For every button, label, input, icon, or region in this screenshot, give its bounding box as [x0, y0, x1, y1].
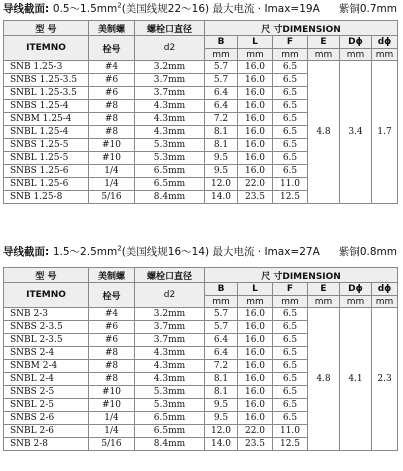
unit-l: mm — [238, 296, 273, 308]
l-cell: 16.0 — [238, 334, 273, 347]
col-screw-dia-sym: d2 — [135, 283, 205, 308]
b-cell: 9.5 — [205, 152, 238, 165]
f-cell: 12.5 — [273, 438, 308, 451]
section1-heading — [3, 1, 401, 17]
f-cell: 6.5 — [273, 347, 308, 360]
b-cell: 5.7 — [205, 61, 238, 74]
f-cell: 6.5 — [273, 334, 308, 347]
l-cell: 16.0 — [238, 399, 273, 412]
model-cell: SNBL 1.25-6 — [4, 178, 89, 191]
col-model-en: ITEMNO — [4, 36, 89, 61]
l-cell: 16.0 — [238, 126, 273, 139]
screw-dia-cell: 6.5mm — [135, 425, 205, 438]
unit-dphi: mm — [340, 296, 372, 308]
f-cell: 6.5 — [273, 373, 308, 386]
section2-title — [3, 244, 320, 260]
dphi-value: 3.4 — [340, 61, 372, 204]
col-screw-dia-cn: 螺栓口直径 — [135, 21, 205, 36]
l-cell: 16.0 — [238, 87, 273, 100]
screw-dia-cell: 4.3mm — [135, 360, 205, 373]
col-f: F — [273, 36, 308, 49]
screw-dia-cell: 5.3mm — [135, 152, 205, 165]
dphi-small-value: 2.3 — [372, 308, 398, 451]
l-cell: 16.0 — [238, 308, 273, 321]
section1-spec-table — [3, 20, 398, 204]
section1-title-rest: (美国线规22～16) 最大电流 · Imax=19A — [121, 3, 320, 15]
us-screw-cell: #10 — [89, 399, 135, 412]
l-cell: 16.0 — [238, 360, 273, 373]
col-dphi-small: dϕ — [372, 36, 398, 49]
screw-dia-cell: 5.3mm — [135, 399, 205, 412]
f-cell: 6.5 — [273, 399, 308, 412]
f-cell: 6.5 — [273, 152, 308, 165]
us-screw-cell: 1/4 — [89, 165, 135, 178]
b-cell: 7.2 — [205, 113, 238, 126]
b-cell: 5.7 — [205, 308, 238, 321]
f-cell: 12.5 — [273, 191, 308, 204]
screw-dia-cell: 4.3mm — [135, 347, 205, 360]
us-screw-cell: 1/4 — [89, 412, 135, 425]
f-cell: 6.5 — [273, 74, 308, 87]
f-cell: 6.5 — [273, 321, 308, 334]
f-cell: 6.5 — [273, 165, 308, 178]
screw-dia-cell: 6.5mm — [135, 178, 205, 191]
l-cell: 22.0 — [238, 425, 273, 438]
col-dphi: Dϕ — [340, 283, 372, 296]
f-cell: 6.5 — [273, 139, 308, 152]
col-dimension: 尺 寸DIMENSION — [205, 21, 398, 36]
f-cell: 6.5 — [273, 126, 308, 139]
model-cell: SNB 1.25-8 — [4, 191, 89, 204]
b-cell: 7.2 — [205, 360, 238, 373]
b-cell: 9.5 — [205, 165, 238, 178]
section1-title-range: 0.5～1.5mm — [52, 3, 118, 15]
b-cell: 6.4 — [205, 347, 238, 360]
model-cell: SNBM 1.25-4 — [4, 113, 89, 126]
screw-dia-cell: 8.4mm — [135, 438, 205, 451]
col-e: E — [308, 283, 340, 296]
us-screw-cell: 5/16 — [89, 438, 135, 451]
model-cell: SNBS 1.25-4 — [4, 100, 89, 113]
l-cell: 16.0 — [238, 347, 273, 360]
col-e: E — [308, 36, 340, 49]
l-cell: 16.0 — [238, 113, 273, 126]
us-screw-cell: #6 — [89, 321, 135, 334]
model-cell: SNBL 2-4 — [4, 373, 89, 386]
screw-dia-cell: 3.7mm — [135, 74, 205, 87]
section2-copper-thickness: 紫铜0.8mm — [338, 246, 397, 258]
section2-title-prefix: 导线截面: — [3, 246, 53, 258]
section2-title-range: 1.5～2.5mm — [52, 246, 118, 258]
l-cell: 23.5 — [238, 438, 273, 451]
col-us-screw-cn2: 栓号 — [89, 36, 135, 61]
us-screw-cell: 1/4 — [89, 425, 135, 438]
col-us-screw-cn: 美制螺 — [89, 268, 135, 283]
l-cell: 16.0 — [238, 152, 273, 165]
model-cell: SNBS 1.25-3.5 — [4, 74, 89, 87]
f-cell: 6.5 — [273, 100, 308, 113]
b-cell: 12.0 — [205, 178, 238, 191]
model-cell: SNBS 2-3.5 — [4, 321, 89, 334]
unit-b: mm — [205, 296, 238, 308]
model-cell: SNBS 2-4 — [4, 347, 89, 360]
us-screw-cell: 5/16 — [89, 191, 135, 204]
model-cell: SNBL 2-3.5 — [4, 334, 89, 347]
us-screw-cell: #8 — [89, 126, 135, 139]
unit-e: mm — [308, 296, 340, 308]
unit-f: mm — [273, 49, 308, 61]
e-value: 4.8 — [308, 61, 340, 204]
section2-spec-table — [3, 267, 398, 451]
section1-title-prefix: 导线截面: — [3, 3, 53, 15]
screw-dia-cell: 3.7mm — [135, 334, 205, 347]
model-cell: SNBL 1.25-3.5 — [4, 87, 89, 100]
section1-title — [3, 1, 320, 17]
l-cell: 16.0 — [238, 373, 273, 386]
unit-dphi-small: mm — [372, 296, 398, 308]
us-screw-cell: #8 — [89, 113, 135, 126]
model-cell: SNBS 1.25-5 — [4, 139, 89, 152]
f-cell: 6.5 — [273, 412, 308, 425]
l-cell: 23.5 — [238, 191, 273, 204]
table-row — [4, 61, 398, 74]
unit-b: mm — [205, 49, 238, 61]
col-b: B — [205, 36, 238, 49]
f-cell: 6.5 — [273, 61, 308, 74]
l-cell: 16.0 — [238, 412, 273, 425]
screw-dia-cell: 6.5mm — [135, 165, 205, 178]
us-screw-cell: #8 — [89, 360, 135, 373]
l-cell: 22.0 — [238, 178, 273, 191]
model-cell: SNB 1.25-3 — [4, 61, 89, 74]
f-cell: 11.0 — [273, 178, 308, 191]
screw-dia-cell: 4.3mm — [135, 373, 205, 386]
col-f: F — [273, 283, 308, 296]
b-cell: 6.4 — [205, 334, 238, 347]
section1-title-sup: 2 — [117, 1, 122, 10]
us-screw-cell: #8 — [89, 100, 135, 113]
section1-copper-thickness: 紫铜0.7mm — [338, 3, 397, 15]
col-l: L — [238, 36, 273, 49]
b-cell: 8.1 — [205, 386, 238, 399]
b-cell: 6.4 — [205, 100, 238, 113]
model-cell: SNBL 1.25-5 — [4, 152, 89, 165]
l-cell: 16.0 — [238, 165, 273, 178]
b-cell: 14.0 — [205, 438, 238, 451]
section2-heading — [3, 244, 401, 260]
b-cell: 9.5 — [205, 399, 238, 412]
f-cell: 6.5 — [273, 360, 308, 373]
model-cell: SNB 2-3 — [4, 308, 89, 321]
b-cell: 14.0 — [205, 191, 238, 204]
screw-dia-cell: 8.4mm — [135, 191, 205, 204]
l-cell: 16.0 — [238, 100, 273, 113]
us-screw-cell: #4 — [89, 61, 135, 74]
col-dphi-small: dϕ — [372, 283, 398, 296]
b-cell: 6.4 — [205, 87, 238, 100]
b-cell: 12.0 — [205, 425, 238, 438]
us-screw-cell: #10 — [89, 139, 135, 152]
col-b: B — [205, 283, 238, 296]
screw-dia-cell: 4.3mm — [135, 100, 205, 113]
screw-dia-cell: 3.2mm — [135, 61, 205, 74]
b-cell: 8.1 — [205, 126, 238, 139]
dphi-small-value: 1.7 — [372, 61, 398, 204]
col-l: L — [238, 283, 273, 296]
f-cell: 6.5 — [273, 113, 308, 126]
screw-dia-cell: 5.3mm — [135, 386, 205, 399]
model-cell: SNBS 1.25-6 — [4, 165, 89, 178]
unit-e: mm — [308, 49, 340, 61]
screw-dia-cell: 4.3mm — [135, 113, 205, 126]
f-cell: 6.5 — [273, 87, 308, 100]
screw-dia-cell: 4.3mm — [135, 126, 205, 139]
model-cell: SNBM 2-4 — [4, 360, 89, 373]
us-screw-cell: #6 — [89, 74, 135, 87]
unit-l: mm — [238, 49, 273, 61]
unit-f: mm — [273, 296, 308, 308]
b-cell: 8.1 — [205, 373, 238, 386]
f-cell: 6.5 — [273, 308, 308, 321]
col-dimension: 尺 寸DIMENSION — [205, 268, 398, 283]
model-cell: SNBL 2-6 — [4, 425, 89, 438]
col-screw-dia-cn: 螺栓口直径 — [135, 268, 205, 283]
us-screw-cell: #10 — [89, 152, 135, 165]
b-cell: 5.7 — [205, 321, 238, 334]
col-dphi: Dϕ — [340, 36, 372, 49]
l-cell: 16.0 — [238, 386, 273, 399]
b-cell: 5.7 — [205, 74, 238, 87]
us-screw-cell: 1/4 — [89, 178, 135, 191]
l-cell: 16.0 — [238, 139, 273, 152]
l-cell: 16.0 — [238, 61, 273, 74]
section2-title-sup: 2 — [117, 244, 122, 253]
screw-dia-cell: 6.5mm — [135, 412, 205, 425]
model-cell: SNBS 2-6 — [4, 412, 89, 425]
col-us-screw-cn: 美制螺 — [89, 21, 135, 36]
l-cell: 16.0 — [238, 321, 273, 334]
screw-dia-cell: 3.7mm — [135, 321, 205, 334]
model-cell: SNBS 2-5 — [4, 386, 89, 399]
dphi-value: 4.1 — [340, 308, 372, 451]
col-screw-dia-sym: d2 — [135, 36, 205, 61]
col-us-screw-cn2: 栓号 — [89, 283, 135, 308]
us-screw-cell: #6 — [89, 334, 135, 347]
col-model-cn: 型 号 — [4, 21, 89, 36]
l-cell: 16.0 — [238, 74, 273, 87]
screw-dia-cell: 3.2mm — [135, 308, 205, 321]
unit-dphi: mm — [340, 49, 372, 61]
model-cell: SNBL 1.25-4 — [4, 126, 89, 139]
model-cell: SNBL 2-5 — [4, 399, 89, 412]
b-cell: 8.1 — [205, 139, 238, 152]
b-cell: 9.5 — [205, 412, 238, 425]
e-value: 4.8 — [308, 308, 340, 451]
screw-dia-cell: 5.3mm — [135, 139, 205, 152]
col-model-cn: 型 号 — [4, 268, 89, 283]
us-screw-cell: #6 — [89, 87, 135, 100]
section2-title-rest: (美国线规16～14) 最大电流 · Imax=27A — [121, 246, 320, 258]
f-cell: 6.5 — [273, 386, 308, 399]
model-cell: SNB 2-8 — [4, 438, 89, 451]
table-row — [4, 308, 398, 321]
us-screw-cell: #10 — [89, 386, 135, 399]
unit-dphi-small: mm — [372, 49, 398, 61]
us-screw-cell: #4 — [89, 308, 135, 321]
us-screw-cell: #8 — [89, 373, 135, 386]
screw-dia-cell: 3.7mm — [135, 87, 205, 100]
f-cell: 11.0 — [273, 425, 308, 438]
col-model-en: ITEMNO — [4, 283, 89, 308]
us-screw-cell: #8 — [89, 347, 135, 360]
